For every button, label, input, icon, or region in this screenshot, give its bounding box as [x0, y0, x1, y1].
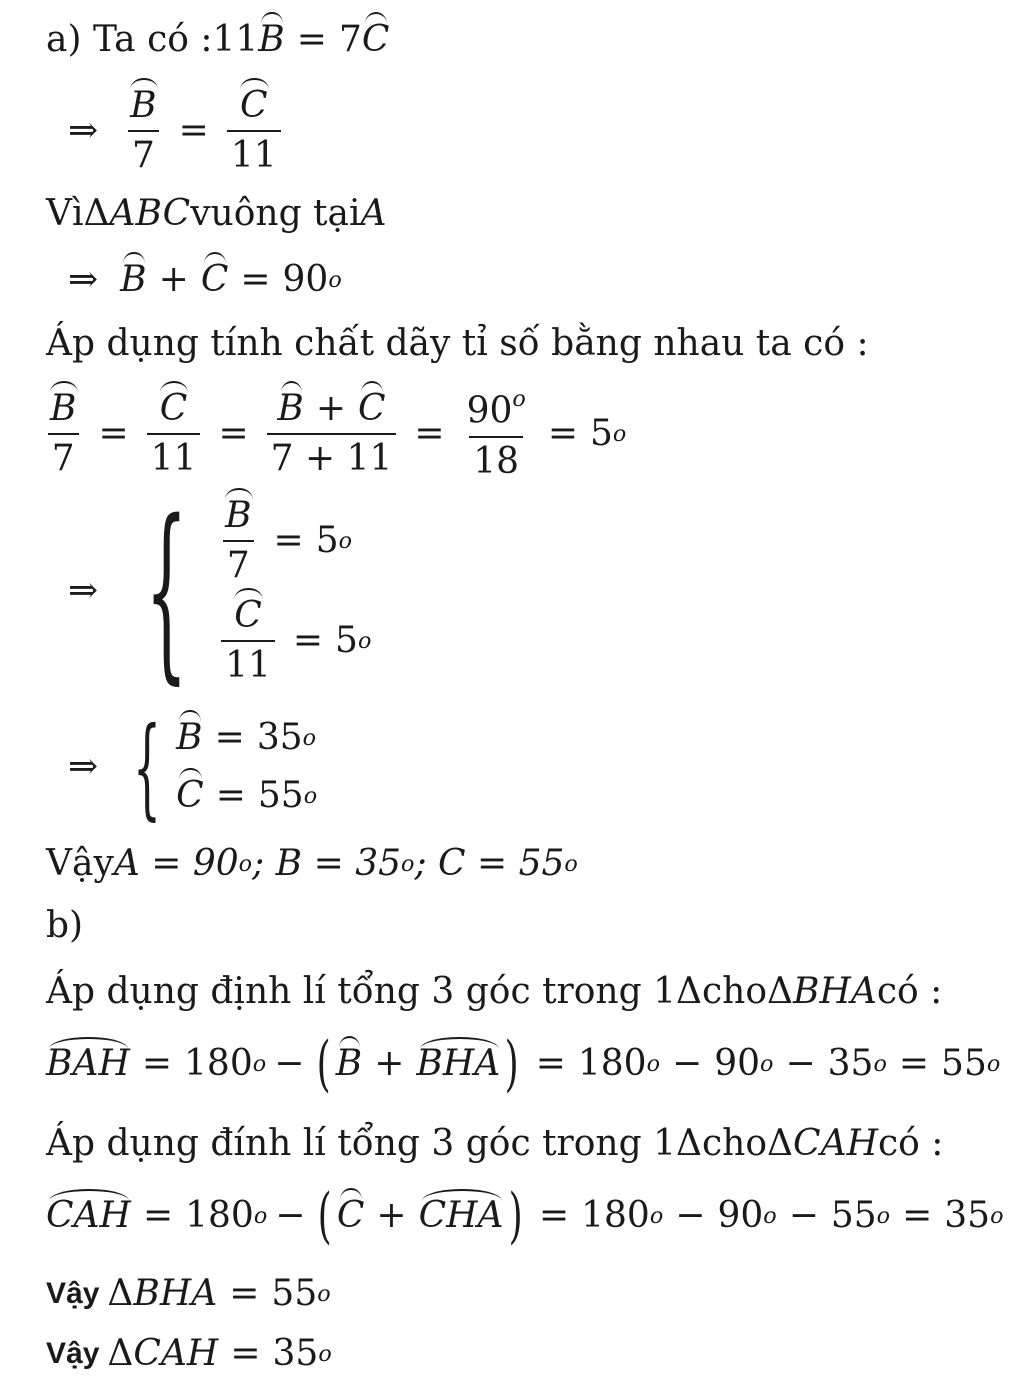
- fraction-b-7: $\frac{B}{7}$: [126, 88, 160, 174]
- line-a-system-2: ⇒ { B = 35 o C = 55 o: [68, 703, 318, 831]
- line-a-ratio: ⇒ $\frac{B}{7}$ = $\frac{C}{11}$: [58, 88, 287, 174]
- line-a-apply: Áp dụng tính chất dãy tỉ số bằng nhau ta có :: [46, 323, 869, 364]
- implies-symbol: ⇒: [68, 110, 99, 151]
- part-b-label: b): [46, 905, 84, 946]
- line-a-given: a) Ta có : 11 B = 7 C: [46, 19, 390, 60]
- line-b-equation-2: CAH = 180 o − ( C + CHA ) = 180 o − 90 o − 55 o = 35 o: [46, 1181, 1004, 1251]
- line-b-final-2: Vậy Δ CAH = 35 o: [46, 1333, 332, 1374]
- line-a-conclusion: Vậy A = 90 o ; B = 35 o ; C = 55 o: [46, 843, 578, 884]
- line-a-sum: ⇒ B + C = 90 o: [68, 259, 342, 300]
- line-a-fraction-chain: $\frac{B}{7}$ = $\frac{C}{11}$ = $\frac{B + C}{7 + 11}$ = $\frac{90^o}{18}$ = 5 o: [40, 388, 626, 480]
- part-a-label: a) Ta có :: [46, 19, 213, 60]
- angle-c: C: [361, 19, 390, 60]
- angle-b: B: [258, 19, 285, 60]
- line-b-apply-1: Áp dụng định lí tổng 3 góc trong 1 Δ cho Δ BHA có :: [46, 971, 943, 1012]
- line-a-right-triangle: Vì Δ ABC vuông tại A: [46, 193, 387, 234]
- line-a-system-1: ⇒ { $\frac{B}{7}$ = 5 o $\frac{C}{11}$ = 5 o: [68, 480, 372, 701]
- line-b-final-1: Vậy Δ BHA = 55 o: [46, 1273, 331, 1314]
- line-b-equation-1: BAH = 180 o − ( B + BHA ) = 180 o − 90 o − 35 o = 55 o: [46, 1029, 1001, 1099]
- line-b-apply-2: Áp dụng đính lí tổng 3 góc trong 1 Δ cho Δ CAH có :: [46, 1123, 944, 1164]
- fraction-c-11: $\frac{C}{11}$: [227, 88, 281, 174]
